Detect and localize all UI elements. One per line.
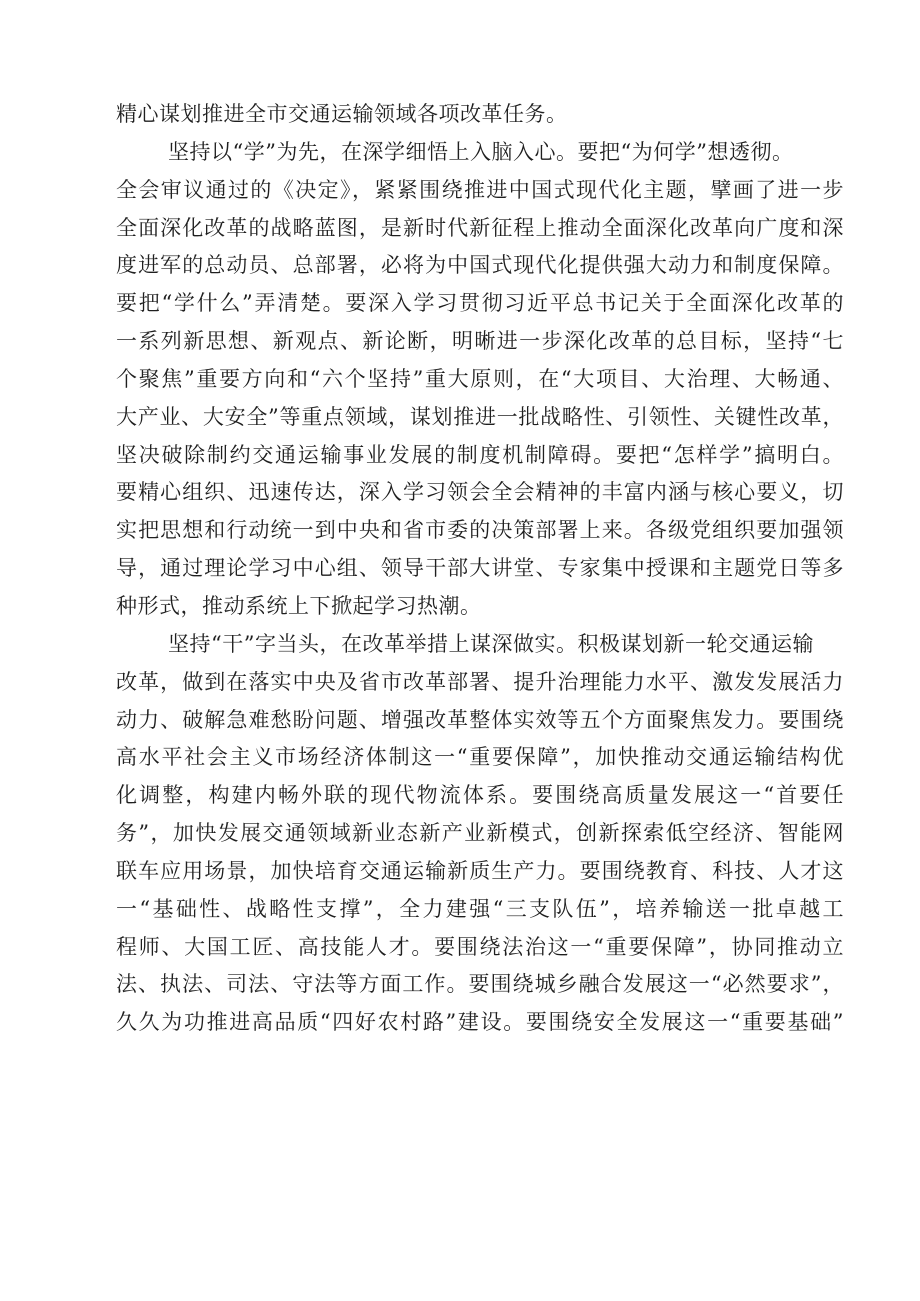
text-line: 度进军的总动员、总部署，必将为中国式现代化提供强大动力和制度保障。 bbox=[116, 253, 844, 278]
text-line: 高水平社会主义市场经济体制这一“重要保障”，加快推动交通运输结构优 bbox=[116, 745, 844, 770]
text-line: 实把思想和行动统一到中央和省市委的决策部署上来。各级党组织要加强领 bbox=[116, 518, 844, 543]
text-line: 精心谋划推进全市交通运输领域各项改革任务。 bbox=[116, 102, 568, 126]
text-line: 一系列新思想、新观点、新论断，明晰进一步深化改革的总目标，坚持“七 bbox=[116, 329, 844, 354]
text-line: 程师、大国工匠、高技能人才。要围绕法治这一“重要保障”，协同推动立 bbox=[116, 934, 844, 959]
text-line: 大产业、大安全”等重点领域，谋划推进一批战略性、引领性、关键性改革， bbox=[116, 404, 844, 429]
text-line: 联车应用场景，加快培育交通运输新质生产力。要围绕教育、科技、人才这 bbox=[116, 858, 844, 883]
text-line: 全面深化改革的战略蓝图，是新时代新征程上推动全面深化改革向广度和深 bbox=[116, 215, 844, 240]
text-line: 个聚焦”重要方向和“六个坚持”重大原则，在“大项目、大治理、大畅通、 bbox=[116, 366, 844, 391]
document-body bbox=[116, 96, 844, 1042]
text-line: 改革，做到在落实中央及省市改革部署、提升治理能力水平、激发发展活力 bbox=[116, 669, 844, 694]
text-line: 化调整，构建内畅外联的现代物流体系。要围绕高质量发展这一“首要任 bbox=[116, 783, 844, 808]
text-line: 动力、破解急难愁盼问题、增强改革整体实效等五个方面聚焦发力。要围绕 bbox=[116, 707, 844, 732]
text-line: 法、执法、司法、守法等方面工作。要围绕城乡融合发展这一“必然要求”， bbox=[116, 972, 844, 997]
text-line: 务”，加快发展交通领域新业态新产业新模式，创新探索低空经济、智能网 bbox=[116, 821, 844, 846]
text-line: 导，通过理论学习中心组、领导干部大讲堂、专家集中授课和主题党日等多 bbox=[116, 556, 844, 581]
paragraph-start-line: 坚持以“学”为先，在深学细悟上入脑入心。要把“为何学”想透彻。 bbox=[168, 139, 794, 164]
text-line: 久久为功推进高品质“四好农村路”建设。要围绕安全发展这一“重要基础” bbox=[116, 1010, 844, 1035]
text-line: 要把“学什么”弄清楚。要深入学习贯彻习近平总书记关于全面深化改革的 bbox=[116, 291, 844, 316]
text-line: 要精心组织、迅速传达，深入学习领会全会精神的丰富内涵与核心要义，切 bbox=[116, 480, 844, 505]
paragraph-start-line: 坚持“干”字当头，在改革举措上谋深做实。积极谋划新一轮交通运输 bbox=[168, 631, 814, 656]
text-line: 全会审议通过的《决定》，紧紧围绕推进中国式现代化主题，擘画了进一步 bbox=[116, 177, 844, 202]
text-line: 一“基础性、战略性支撑”，全力建强“三支队伍”，培养输送一批卓越工 bbox=[116, 896, 844, 921]
paragraph-end-line: 种形式，推动系统上下掀起学习热潮。 bbox=[116, 593, 482, 618]
text-line: 坚决破除制约交通运输事业发展的制度机制障碍。要把“怎样学”搞明白。 bbox=[116, 442, 844, 467]
